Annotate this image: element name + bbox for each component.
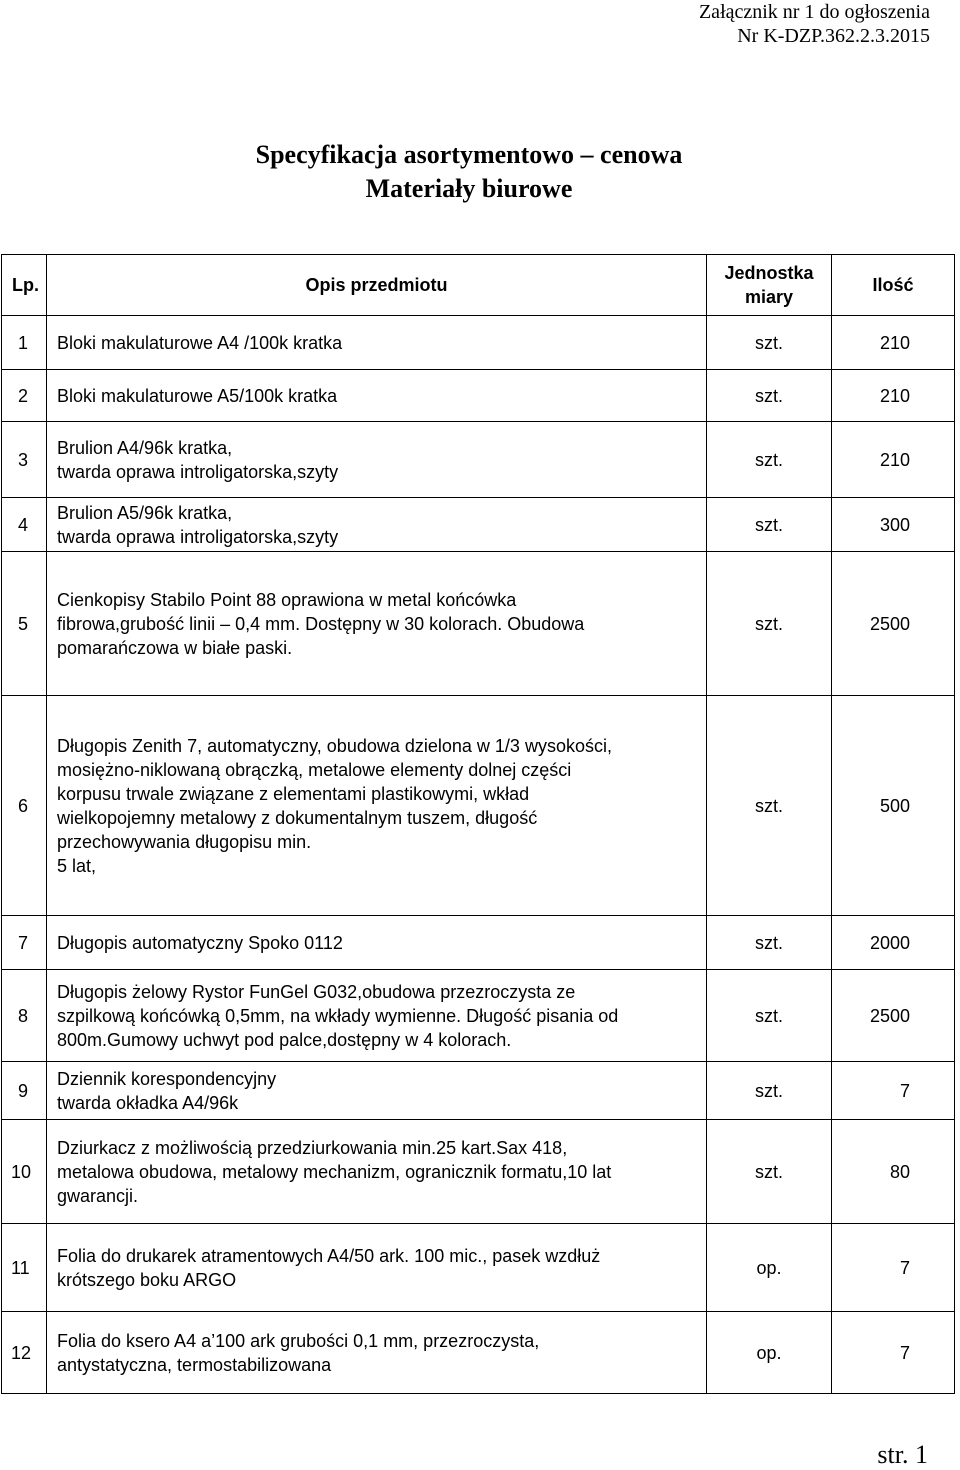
row-number: 2 xyxy=(2,370,47,422)
row-number: 3 xyxy=(2,422,47,498)
item-description xyxy=(47,370,707,422)
item-unit: szt. xyxy=(707,970,832,1062)
row-number: 10 xyxy=(2,1120,47,1224)
description-line: fibrowa,grubość linii – 0,4 mm. Dostępny w 30 kolorach. Obudowa xyxy=(57,613,585,634)
row-number: 4 xyxy=(2,498,47,552)
row-number: 12 xyxy=(2,1312,47,1394)
header-description: Opis przedmiotu xyxy=(47,255,707,316)
item-unit: op. xyxy=(707,1224,832,1312)
description-line: Dziennik korespondencyjny xyxy=(57,1068,277,1089)
item-quantity: 80 xyxy=(832,1120,955,1224)
description-line: metalowa obudowa, metalowy mechanizm, ogranicznik formatu,10 lat xyxy=(57,1161,612,1182)
description-line: Długopis żelowy Rystor FunGel G032,obudowa przezroczysta ze xyxy=(57,981,576,1002)
description-line: Cienkopisy Stabilo Point 88 oprawiona w metal końcówka xyxy=(57,589,517,610)
item-quantity: 7 xyxy=(832,1312,955,1394)
table-row xyxy=(2,1062,955,1120)
header-unit xyxy=(707,255,832,316)
description-line: szpilkową końcówką 0,5mm, na wkłady wymienne. Długość pisania od xyxy=(57,1005,619,1026)
table-row xyxy=(2,422,955,498)
header-unit-line1: Jednostka xyxy=(724,263,814,283)
document-title xyxy=(0,138,938,206)
title-line-1: Specyfikacja asortymentowo – cenowa xyxy=(255,140,683,169)
row-number: 5 xyxy=(2,552,47,696)
description-line: Folia do drukarek atramentowych A4/50 ark. 100 mic., pasek wzdłuż xyxy=(57,1245,601,1266)
description-line: twarda oprawa introligatorska,szyty xyxy=(57,526,339,547)
item-quantity: 500 xyxy=(832,696,955,916)
description-line: krótszego boku ARGO xyxy=(57,1269,237,1290)
description-line: twarda okładka A4/96k xyxy=(57,1092,239,1113)
item-description xyxy=(47,1312,707,1394)
table-row xyxy=(2,370,955,422)
table-row xyxy=(2,1312,955,1394)
item-unit: szt. xyxy=(707,916,832,970)
item-description xyxy=(47,498,707,552)
item-description xyxy=(47,1062,707,1120)
description-line: Dziurkacz z możliwością przedziurkowania min.25 kart.Sax 418, xyxy=(57,1137,568,1158)
description-line: mosiężno-niklowaną obrączką, metalowe elementy dolnej części xyxy=(57,759,572,780)
item-description xyxy=(47,422,707,498)
header-quantity: Ilość xyxy=(832,255,955,316)
reference-number: Nr K-DZP.362.2.3.2015 xyxy=(737,25,930,47)
description-line: antystatyczna, termostabilizowana xyxy=(57,1354,332,1375)
item-unit: szt. xyxy=(707,316,832,370)
item-unit: szt. xyxy=(707,696,832,916)
table-row xyxy=(2,696,955,916)
table-row xyxy=(2,498,955,552)
description-line: Długopis Zenith 7, automatyczny, obudowa dzielona w 1/3 wysokości, xyxy=(57,735,612,756)
item-description xyxy=(47,1120,707,1224)
description-line: 800m.Gumowy uchwyt pod palce,dostępny w 4 kolorach. xyxy=(57,1029,512,1050)
description-line: przechowywania długopisu min. xyxy=(57,831,312,852)
table-row xyxy=(2,970,955,1062)
attachment-line: Załącznik nr 1 do ogłoszenia xyxy=(698,1,930,23)
title-line-2: Materiały biurowe xyxy=(365,174,573,203)
item-unit: op. xyxy=(707,1312,832,1394)
row-number: 6 xyxy=(2,696,47,916)
item-description xyxy=(47,970,707,1062)
description-line: Folia do ksero A4 a’100 ark grubości 0,1 mm, przezroczysta, xyxy=(57,1330,540,1351)
item-description xyxy=(47,552,707,696)
description-line: Brulion A5/96k kratka, xyxy=(57,502,233,523)
item-quantity: 210 xyxy=(832,422,955,498)
table-row xyxy=(2,1120,955,1224)
table-row xyxy=(2,916,955,970)
page-number: str. 1 xyxy=(877,1440,928,1469)
item-quantity: 7 xyxy=(832,1224,955,1312)
table-row xyxy=(2,1224,955,1312)
description-line: Bloki makulaturowe A5/100k kratka xyxy=(57,385,338,406)
item-quantity: 2500 xyxy=(832,970,955,1062)
item-description xyxy=(47,1224,707,1312)
description-line: Brulion A4/96k kratka, xyxy=(57,437,233,458)
item-unit: szt. xyxy=(707,498,832,552)
description-line: Bloki makulaturowe A4 /100k kratka xyxy=(57,332,343,353)
row-number: 1 xyxy=(2,316,47,370)
item-unit: szt. xyxy=(707,552,832,696)
item-description xyxy=(47,696,707,916)
description-line: Długopis automatyczny Spoko 0112 xyxy=(57,932,343,953)
item-unit: szt. xyxy=(707,1120,832,1224)
row-number: 8 xyxy=(2,970,47,1062)
item-quantity: 210 xyxy=(832,316,955,370)
item-unit: szt. xyxy=(707,1062,832,1120)
item-quantity: 2000 xyxy=(832,916,955,970)
row-number: 7 xyxy=(2,916,47,970)
description-line: 5 lat, xyxy=(57,855,97,876)
item-quantity: 210 xyxy=(832,370,955,422)
item-description xyxy=(47,316,707,370)
header-unit-line2: miary xyxy=(744,287,794,307)
item-quantity: 2500 xyxy=(832,552,955,696)
description-line: korpusu trwale związane z elementami plastikowymi, wkład xyxy=(57,783,530,804)
description-line: wielkopojemny metalowy z dokumentalnym tuszem, długość xyxy=(57,807,538,828)
attachment-header xyxy=(699,0,930,48)
header-lp: Lp. xyxy=(2,255,47,316)
table-header-row xyxy=(2,255,955,316)
item-unit: szt. xyxy=(707,370,832,422)
table-row xyxy=(2,552,955,696)
description-line: pomarańczowa w białe paski. xyxy=(57,637,293,658)
table-row xyxy=(2,316,955,370)
row-number: 11 xyxy=(2,1224,47,1312)
row-number: 9 xyxy=(2,1062,47,1120)
description-line: twarda oprawa introligatorska,szyty xyxy=(57,461,339,482)
item-quantity: 7 xyxy=(832,1062,955,1120)
table-body xyxy=(2,316,955,1394)
item-description xyxy=(47,916,707,970)
description-line: gwarancji. xyxy=(57,1185,139,1206)
item-unit: szt. xyxy=(707,422,832,498)
specification-table xyxy=(1,254,955,1394)
item-quantity: 300 xyxy=(832,498,955,552)
